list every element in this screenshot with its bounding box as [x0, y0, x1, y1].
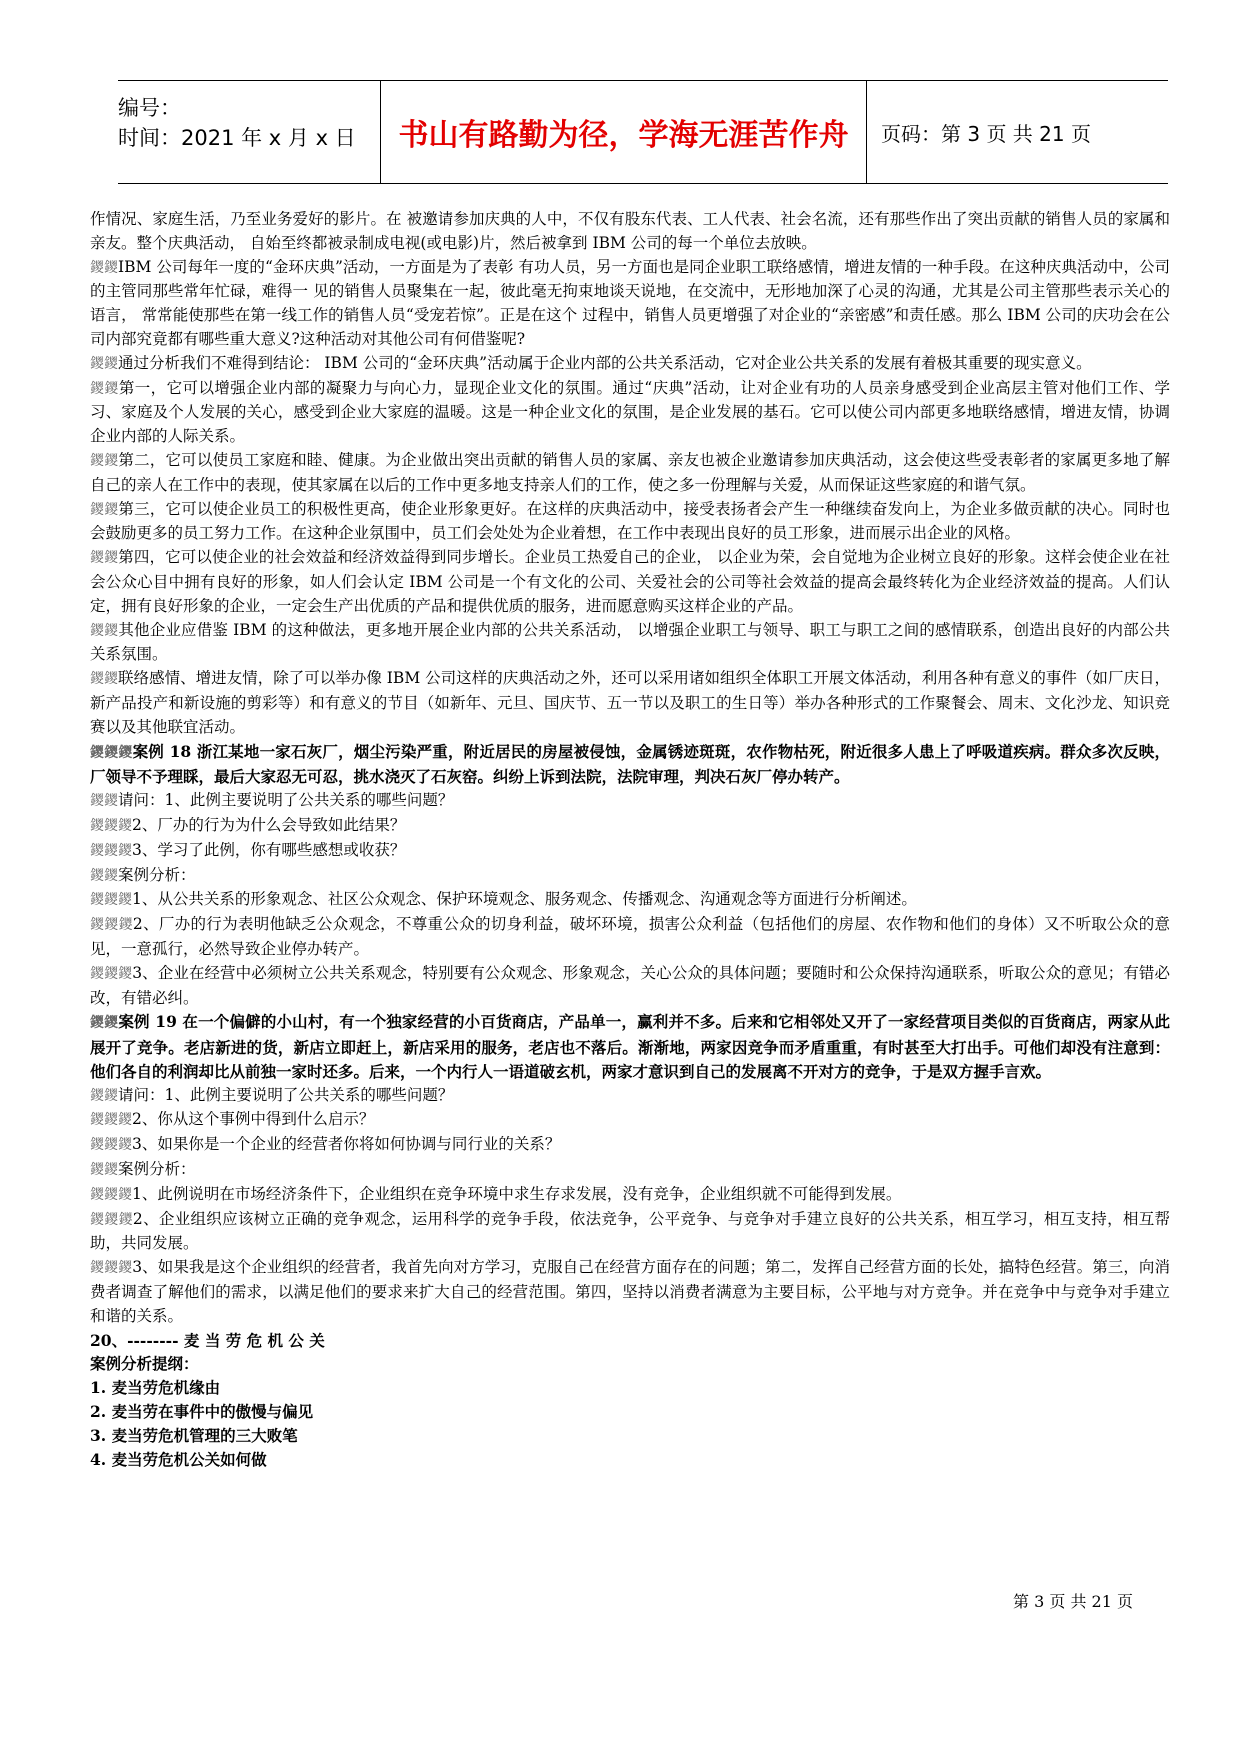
header-meta — [118, 81, 380, 183]
paragraph-lead-marker: 鑁鑁 — [90, 501, 119, 518]
paragraph-lead-marker: 鑁鑁鑁 — [90, 817, 132, 834]
paragraph-text: 通过分析我们不难得到结论： IBM 公司的“金环庆典”活动属于企业内部的公共关系活动，它对企业公共关系的发展有着极其重要的现实意义。 — [118, 353, 1092, 372]
paragraph-lead-marker: 鑁鑁 — [90, 259, 119, 276]
paragraph — [90, 1329, 1170, 1353]
paragraph-text: 案例分析提纲： — [90, 1354, 199, 1374]
paragraph — [90, 839, 1170, 864]
paragraph-lead-marker: 鑁鑁鑁 — [90, 1211, 133, 1228]
paragraph — [90, 208, 1170, 256]
paragraph-lead-marker: 鑁鑁鑁 — [90, 1112, 132, 1129]
paragraph-text: 1、从公共关系的形象观念、社区公众观念、保护环境观念、服务观念、传播观念、沟通观念等方面进行分析阐述。 — [132, 890, 917, 909]
paragraph — [90, 1376, 1170, 1400]
paragraph-text: 3、企业在经营中必须树立公共关系观念，特别要有公众观念、形象观念，关心公众的具体问题；要随时和公众保持沟通联系，听取公众的意见；有错必改，有错必纠。 — [90, 963, 1171, 1007]
paragraph-text: 联络感情、增进友情，除了可以举办像 IBM 公司这样的庆典活动之外，还可以采用诸如组织全体职工开展文体活动，利用各种有意义的事件（如厂庆日，新产品投产和新设施的剪彩等）和有意义的节目（如新年、元旦、国庆节、五一节以及职工的生日等）举办各种形式的工作聚餐会、周末、文化沙龙、知识竞赛以及其他联宜活动。 — [90, 669, 1171, 736]
paragraph-lead-marker: 鑁鑁 — [90, 1162, 118, 1179]
paragraph-text: 第一，它可以增强企业内部的凝聚力与向心力，显现企业文化的氛围。通过“庆典”活动，让对企业有功的人员亲身感受到企业高层主管对他们工作、学习、家庭及个人发展的关心，感受到企业大家庭的温暖。这是一种企业文化的氛围，是企业发展的基石。它可以使公司内部更多地联络感情，增进友情，协调企业内部的人际关系。 — [90, 378, 1170, 446]
paragraph — [90, 1084, 1170, 1109]
paragraph-text: 第二，它可以使员工家庭和睦、健康。为企业做出突出贡献的销售人员的家属、亲友也被企业邀请参加庆典活动，这会使这些受表彰者的家属更多地了解自己的亲人在工作中的表现，使其家属在以后的工作中更多地支持亲人们的工作，使之多一份理解与关爱，从而保证这些家庭的和谐气氛。 — [90, 450, 1170, 494]
paragraph-text: 20、-------- 麦 当 劳 危 机 公 关 — [90, 1330, 325, 1350]
paragraph — [90, 740, 1170, 790]
paragraph — [90, 1400, 1170, 1424]
paragraph-lead-marker: 鑁鑁鑁 — [90, 892, 132, 909]
header-motto: 书山有路勤为径，学海无涯苦作舟 — [380, 81, 867, 183]
paragraph-lead-marker: 鑁鑁 — [90, 355, 118, 372]
paragraph — [90, 1133, 1170, 1158]
header-page-info: 页码：第 3 页 共 21 页 — [881, 121, 1091, 146]
paragraph — [90, 814, 1170, 839]
paragraph-text: 请问：1、此例主要说明了公共关系的哪些问题？ — [118, 1085, 454, 1104]
paragraph — [90, 1256, 1170, 1328]
paragraph — [90, 352, 1170, 377]
paragraph-text: 案例 18 浙江某地一家石灰厂，烟尘污染严重，附近居民的房屋被侵蚀，金属锈迹斑斑，农作物枯死，附近很多人患上了呼吸道疾病。群众多次反映，厂领导不予理睬，最后大家忍无可忍，挑水浇灭了石灰窑。纠纷上诉到法院，法院审理，判决石灰厂停办转产。 — [90, 741, 1171, 787]
paragraph — [90, 1183, 1170, 1208]
paragraph — [90, 1108, 1170, 1133]
paragraph-lead-marker: 鑁鑁 — [90, 622, 119, 639]
page-footer: 第 3 页 共 21 页 — [1013, 1592, 1133, 1611]
paragraph — [90, 962, 1170, 1011]
paragraph-text: 2、厂办的行为为什么会导致如此结果？ — [132, 815, 406, 834]
paragraph-lead-marker: 鑁鑁鑁 — [90, 1137, 132, 1154]
paragraph — [90, 1208, 1170, 1257]
paragraph-text: 3、学习了此例，你有哪些感想或收获？ — [132, 840, 406, 859]
paragraph-text: 1. 麦当劳危机缘由 — [90, 1378, 221, 1398]
paragraph — [90, 256, 1170, 352]
paragraph-text: 2、厂办的行为表明他缺乏公众观念，不尊重公众的切身利益，破坏环境，损害公众利益（包括他们的房屋、农作物和他们的身体）又不听取公众的意见，一意孤行，必然导致企业停办转产。 — [90, 915, 1171, 958]
paragraph-lead-marker: 鑁鑁鑁 — [90, 1260, 133, 1277]
paragraph — [90, 667, 1170, 739]
document-body — [90, 208, 1170, 1471]
paragraph — [90, 913, 1170, 962]
paragraph-lead-marker: 鑁鑁鑁 — [90, 1186, 132, 1203]
paragraph — [90, 619, 1170, 668]
paragraph-text: 2. 麦当劳在事件中的傲慢与偏见 — [90, 1402, 314, 1422]
paragraph-text: 案例分析： — [118, 1160, 196, 1179]
paragraph — [90, 789, 1170, 814]
paragraph-lead-marker: 鑁鑁 — [90, 550, 119, 567]
paragraph — [90, 546, 1170, 618]
paragraph-text: 3. 麦当劳危机管理的三大败笔 — [90, 1425, 298, 1445]
paragraph-text: 3、如果你是一个企业的经营者你将如何协调与同行业的关系？ — [132, 1135, 561, 1154]
paragraph-lead-marker: 鑁鑁 — [90, 1015, 119, 1032]
paragraph — [90, 1352, 1170, 1376]
paragraph — [90, 864, 1170, 889]
paragraph — [90, 1424, 1170, 1448]
paragraph-text: 1、此例说明在市场经济条件下，企业组织在竞争环境中求生存求发展，没有竞争，企业组织就不可能得到发展。 — [132, 1184, 902, 1203]
page-header — [118, 80, 1168, 184]
paragraph-lead-marker: 鑁鑁鑁 — [90, 842, 132, 859]
paragraph-text: 第三，它可以使企业员工的积极性更高，使企业形象更好。在这样的庆典活动中，接受表扬者会产生一种继续奋发向上，为企业多做贡献的决心。同时也会鼓励更多的员工努力工作。在这种企业氛围中，员工们会处处为企业着想，在工作中表现出良好的员工形象，进而展示出企业的风格。 — [90, 499, 1170, 543]
paragraph-text: 3、如果我是这个企业组织的经营者，我首先向对方学习，克服自己在经营方面存在的问题；第二，发挥自己经营方面的长处，搞特色经营。第三，向消费者调查了解他们的需求，以满足他们的要求来扩大自己的经营范围。第四，坚持以消费者满意为主要目标，公平地与对方竞争。并在竞争中与竞争对手建立和谐的关系。 — [90, 1258, 1171, 1325]
paragraph — [90, 498, 1170, 547]
document-date: 时间：2021 年 x 月 x 日 — [118, 126, 356, 150]
paragraph-text: 请问：1、此例主要说明了公共关系的哪些问题？ — [118, 791, 454, 810]
paragraph-lead-marker: 鑁鑁鑁 — [90, 917, 133, 934]
paragraph-text: 2、企业组织应该树立正确的竞争观念，运用科学的竞争手段，依法竞争，公平竞争、与竞争对手建立良好的公共关系，相互学习，相互支持，相互帮助，共同发展。 — [90, 1209, 1171, 1253]
paragraph — [90, 888, 1170, 913]
paragraph-text: IBM 公司每年一度的“金环庆典”活动，一方面是为了表彰 有功人员，另一方面也是同企业职工联络感情，增进友情的一种手段。在这种庆典活动中，公司的主管同那些常年忙碌，难得一 见的销售人员聚集在一起，彼此毫无拘束地谈天说地，在交流中，无形地加深了心灵的沟通，尤其是公司主管那些表示关心的语言， 常常能使那些在第一线工作的销售人员“受宠若惊”。正是在这个 过程中，销售人员更增强了对企业的“亲密感”和责任感。那么 IBM 公司的庆功会在公司内部究竟都有哪些重大意义?这种活动对其他公司有何借鉴呢? — [90, 257, 1171, 348]
paragraph-lead-marker: 鑁鑁 — [90, 1087, 118, 1104]
paragraph-lead-marker: 鑁鑁鑁 — [90, 965, 133, 982]
paragraph — [90, 449, 1170, 498]
paragraph-text: 4. 麦当劳危机公关如何做 — [90, 1449, 267, 1469]
paragraph-lead-marker: 鑁鑁鑁 — [90, 744, 133, 761]
paragraph-lead-marker: 鑁鑁 — [90, 867, 118, 884]
document-number-label: 编号： — [118, 96, 181, 120]
paragraph — [90, 1010, 1170, 1083]
paragraph-lead-marker: 鑁鑁 — [90, 380, 119, 397]
paragraph — [90, 377, 1170, 449]
paragraph-text: 作情况、家庭生活，乃至业务爱好的影片。在 被邀请参加庆典的人中，不仅有股东代表、工人代表、社会名流，还有那些作出了突出贡献的销售人员的家属和亲友。整个庆典活动， 自始至终都被录制成电视(或电影)片，然后被拿到 IBM 公司的每一个单位去放映。 — [90, 210, 1170, 252]
paragraph — [90, 1448, 1170, 1472]
paragraph-text: 案例 19 在一个偏僻的小山村，有一个独家经营的小百货商店，产品单一，赢利并不多。后来和它相邻处又开了一家经营项目类似的百货商店，两家从此展开了竞争。老店新进的货，新店立即赶上，新店采用的服务，老店也不落后。渐渐地，两家因竞争而矛盾重重，有时甚至大打出手。可他们却没有注意到：他们各自的利润却比从前独一家时还多。后来，一个内行人一语道破玄机，两家才意识到自己的发展离不开对方的竞争，于是双方握手言欢。 — [90, 1012, 1170, 1081]
paragraph-text: 案例分析： — [118, 865, 196, 884]
paragraph-text: 其他企业应借鉴 IBM 的这种做法，更多地开展企业内部的公共关系活动， 以增强企业职工与领导、职工与职工之间的感情联系，创造出良好的内部公共关系氛围。 — [90, 620, 1171, 664]
paragraph-lead-marker: 鑁鑁 — [90, 452, 119, 469]
paragraph — [90, 1158, 1170, 1183]
paragraph-lead-marker: 鑁鑁 — [90, 793, 118, 810]
paragraph-text: 第四，它可以使企业的社会效益和经济效益得到同步增长。企业员工热爱自己的企业， 以企业为荣，会自觉地为企业树立良好的形象。这样会使企业在社会公众心目中拥有良好的形象，如人们会认定 IBM 公司是一个有文化的公司、关爱社会的公司等社会效益的提高会最终转化为企业经济效益的提高。人们认定，拥有良好形象的企业，一定会生产出优质的产品和提供优质的服务，进而愿意购买这样企业的产品。 — [90, 548, 1170, 615]
paragraph-lead-marker: 鑁鑁 — [90, 671, 119, 688]
paragraph-text: 2、你从这个事例中得到什么启示？ — [132, 1110, 375, 1129]
